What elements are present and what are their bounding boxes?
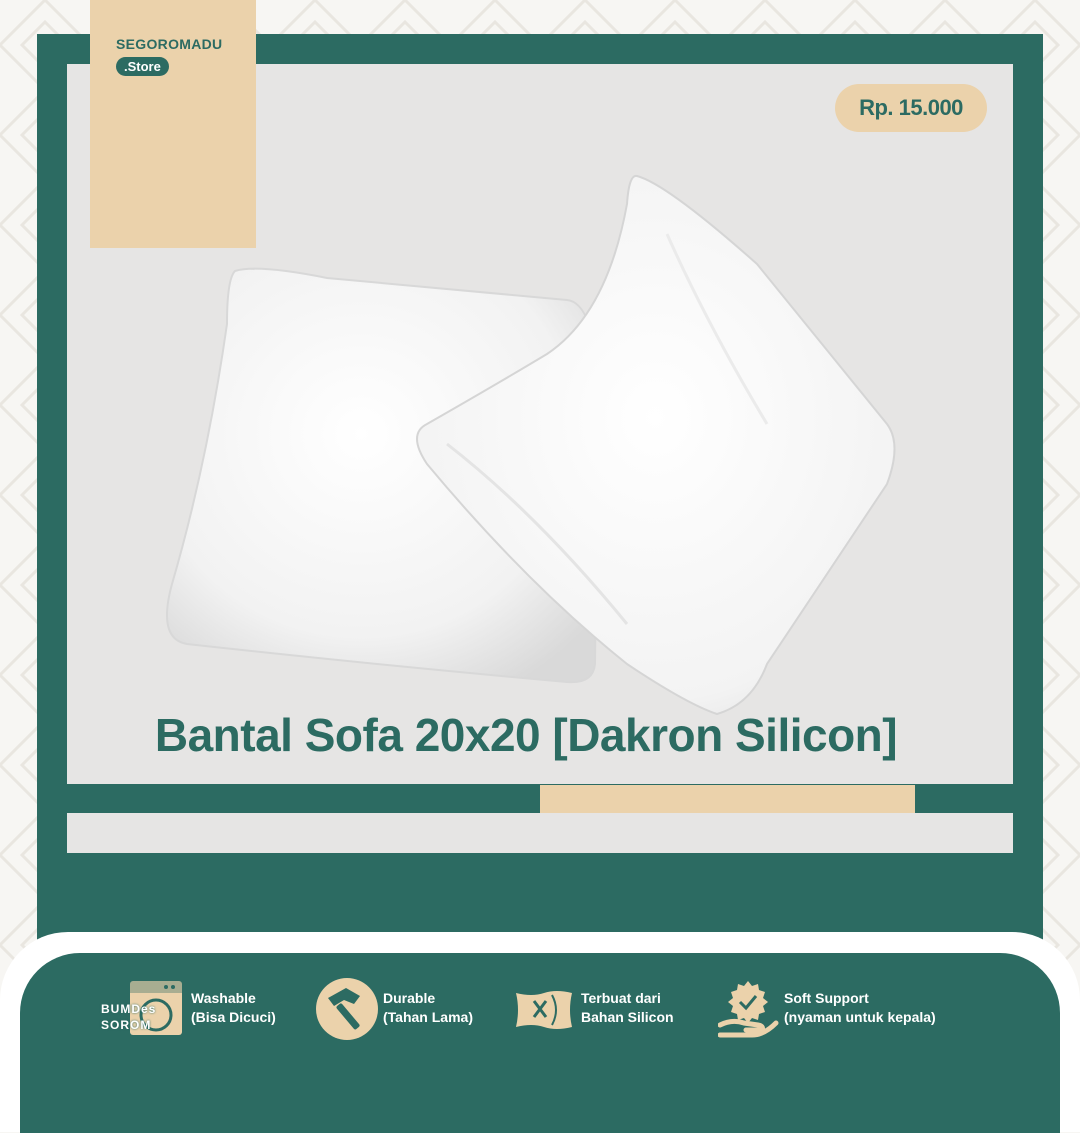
feature-label: Washable	[191, 990, 256, 1006]
feature-label: Terbuat dari	[581, 990, 661, 1006]
feature-sublabel: Bahan Silicon	[581, 1009, 674, 1025]
beige-accent-bar	[540, 785, 915, 813]
pillow-icon	[512, 987, 576, 1038]
feature-sublabel: (nyaman untuk kepala)	[784, 1009, 936, 1025]
brand-tag	[90, 0, 256, 248]
product-title: Bantal Sofa 20x20 [Dakron Silicon]	[154, 709, 898, 761]
features-footer	[20, 953, 1060, 1133]
brand-suffix: .Store	[116, 57, 169, 76]
brand-name: SEGOROMADU	[116, 36, 223, 52]
feature-label: Durable	[383, 990, 436, 1006]
watermark-text: BUMDes SOROM	[101, 1002, 157, 1032]
feature-sublabel: (Bisa Dicuci)	[191, 1009, 276, 1025]
price-badge: Rp. 15.000	[835, 84, 987, 132]
feature-label: Soft Support	[784, 990, 869, 1006]
hand-check-icon	[718, 979, 780, 1044]
lower-panel	[67, 813, 1013, 853]
hammer-icon	[316, 978, 378, 1045]
feature-sublabel: (Tahan Lama)	[383, 1009, 473, 1025]
